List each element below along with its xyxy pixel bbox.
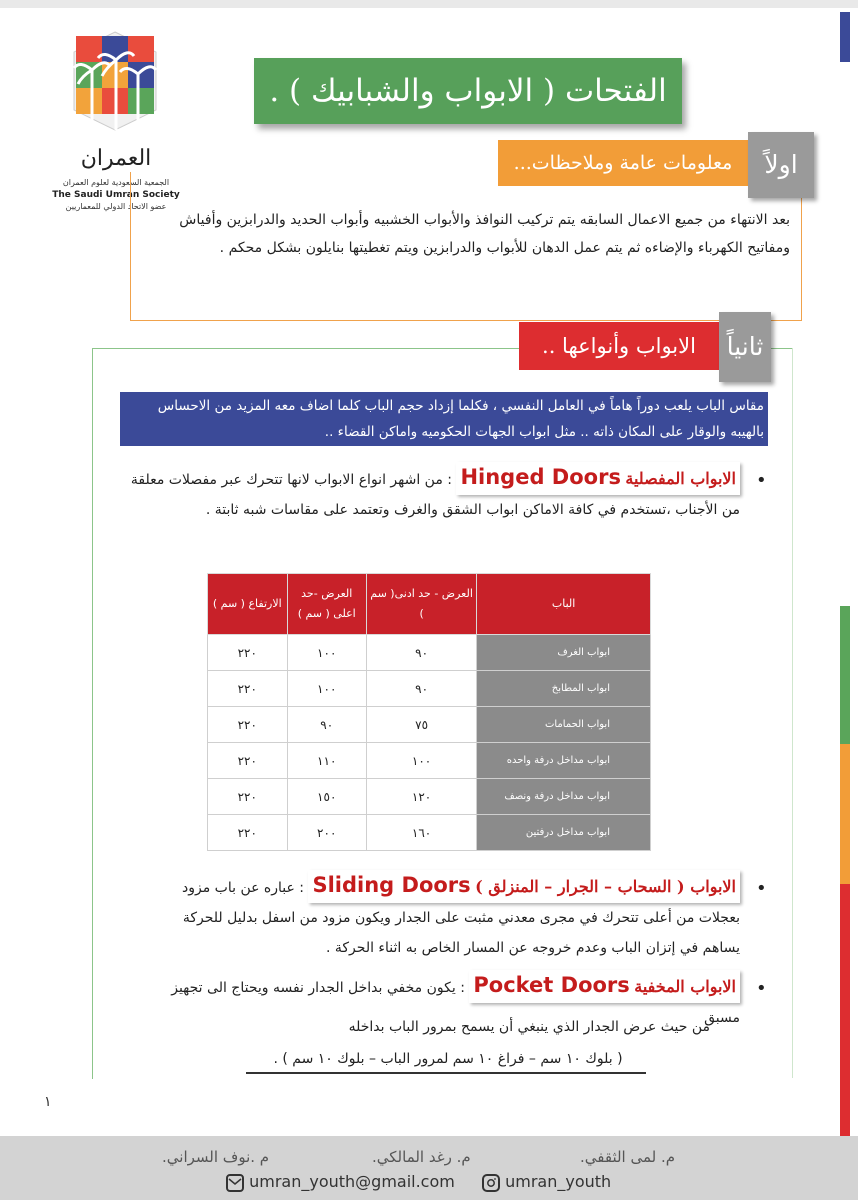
section2-heading: الابواب وأنواعها .. [519, 322, 719, 370]
table-cell: ٧٥ [366, 707, 476, 743]
table-row [208, 707, 651, 743]
footer-instagram[interactable] [482, 1172, 611, 1192]
logo-member-text: عضو الاتحاد الدولي للمعماريين [65, 202, 167, 211]
footer-authors [0, 1148, 858, 1172]
footer-email[interactable] [226, 1172, 455, 1192]
section2-frame-right [792, 348, 793, 1078]
table-cell: ١٠٠ [287, 635, 366, 671]
sliding-doors-label: الابواب ( السحاب – الجرار – المنزلق ) Sliding Doors [308, 870, 740, 903]
footer-author: م. لمى الثقفي. [580, 1148, 676, 1166]
table-cell: ابواب مداخل درفة واحده [477, 743, 651, 779]
logo-arabic-name: العمران [80, 146, 152, 171]
society-logo-icon [70, 30, 160, 140]
table-header: العرض - حد ادنى( سم ) [366, 574, 476, 635]
door-sizes-table [207, 573, 651, 851]
sliding-doors-paragraph [150, 870, 740, 963]
table-cell: ابواب مداخل درفتين [477, 815, 651, 851]
table-cell: ابواب المطابخ [477, 671, 651, 707]
table-cell: ٢٢٠ [208, 671, 288, 707]
table-row [208, 635, 651, 671]
footer-email-text: umran_youth@gmail.com [249, 1172, 455, 1191]
table-cell: ٢٢٠ [208, 635, 288, 671]
side-bar-green [840, 606, 850, 744]
table-cell: ابواب الحمامات [477, 707, 651, 743]
table-cell: ٩٠ [287, 707, 366, 743]
logo-subtitle-arabic: الجمعية السعودية لعلوم العمران [62, 178, 170, 187]
section1-number: اولاً [748, 132, 814, 198]
pocket-doors-text-2: من حيث عرض الجدار الذي ينبغي أن يسمح بمرور الباب بداخله [348, 1019, 710, 1035]
table-cell: ١٥٠ [287, 779, 366, 815]
table-cell: ٢٠٠ [287, 815, 366, 851]
bullet-pocket: • [756, 978, 767, 999]
hinged-doors-label: الابواب المفصلية Hinged Doors [456, 462, 740, 495]
page-number: ١ [44, 1094, 52, 1110]
bullet-sliding: • [756, 878, 767, 899]
table-cell: ابواب مداخل درفة ونصف [477, 779, 651, 815]
section1-heading: معلومات عامة وملاحظات... [498, 140, 748, 186]
side-bar-orange [840, 744, 850, 884]
table-cell: ٢٢٠ [208, 815, 288, 851]
side-bar-navy [840, 12, 850, 62]
footer-author: م. رغد المالكي. [372, 1148, 471, 1166]
table-header: الارتفاع ( سم ) [208, 574, 288, 635]
pocket-doors-label: الابواب المخفية Pocket Doors [469, 970, 740, 1003]
table-cell: ٢٢٠ [208, 707, 288, 743]
logo-subtitle-english: The Saudi Umran Society [52, 190, 180, 200]
footer-author: م .نوف السراني. [162, 1148, 270, 1166]
table-header-row [208, 574, 651, 635]
section1-body: بعد الانتهاء من جميع الاعمال السابقه يتم تركيب النوافذ والأبواب الخشبيه وأبواب الحديد والدرابزين وأفياش ومفاتيح الكهرباء والإضاءه ثم يتم عمل الدهان للأبواب والدرابزين ويتم تغطيتها بنايلون بشكل محكم . [179, 212, 790, 256]
table-header: الباب [477, 574, 651, 635]
section2-number: ثانياً [719, 312, 771, 382]
page-title: الفتحات ( الابواب والشبابيك ) . [254, 58, 682, 124]
table-cell: ١٢٠ [366, 779, 476, 815]
mail-icon [226, 1174, 244, 1192]
table-row [208, 743, 651, 779]
table-cell: ١٠٠ [287, 671, 366, 707]
hinged-doors-text: : من اشهر انواع الابواب لانها تتحرك عبر مفصلات معلقة من الأجناب ،تستخدم في كافة الاماكن ابواب الشقق والغرف وتعتمد على مقاسات شبه ثابتة . [130, 472, 740, 518]
door-size-note: مقاس الباب يلعب دوراً هاماً في العامل النفسي ، فكلما إزداد حجم الباب كلما اضاف معه المزيد من الاحساس بالهيبه والوقار على المكان ذاته .. مثل ابواب الجهات الحكوميه واماكن القضاء .. [120, 392, 768, 446]
table-cell: ٩٠ [366, 671, 476, 707]
instagram-icon [482, 1174, 500, 1192]
table-row [208, 779, 651, 815]
pocket-doors-text-3: ( بلوك ١٠ سم – فراغ ١٠ سم لمرور الباب – بلوك ١٠ سم ) . [273, 1051, 623, 1067]
pocket-doors-text-1: : يكون مخفي بداخل الجدار نفسه ويحتاج الى تجهيز مسبق [171, 980, 740, 1026]
table-header: العرض -حد اعلى ( سم ) [287, 574, 366, 635]
sliding-doors-text: : عباره عن باب مزود بعجلات من أعلى تتحرك في مجرى معدني مثبت على الجدار ويكون مزود من اسفل بدليل للحركة يساهم في إتزان الباب وعدم خروجه عن المسار الخاص به اثناء الحركة . [181, 880, 740, 956]
table-cell: ١٠٠ [366, 743, 476, 779]
hinged-doors-paragraph [130, 462, 740, 525]
table-row [208, 815, 651, 851]
table-cell: ١٦٠ [366, 815, 476, 851]
table-cell: ابواب الغرف [477, 635, 651, 671]
top-border [0, 0, 858, 8]
table-cell: ٢٢٠ [208, 779, 288, 815]
table-cell: ٩٠ [366, 635, 476, 671]
table-row [208, 671, 651, 707]
table-cell: ٢٢٠ [208, 743, 288, 779]
bullet-hinged: • [756, 470, 767, 491]
footer-instagram-text: umran_youth [505, 1172, 612, 1191]
table-cell: ١١٠ [287, 743, 366, 779]
pocket-doors-underline [246, 1072, 646, 1074]
